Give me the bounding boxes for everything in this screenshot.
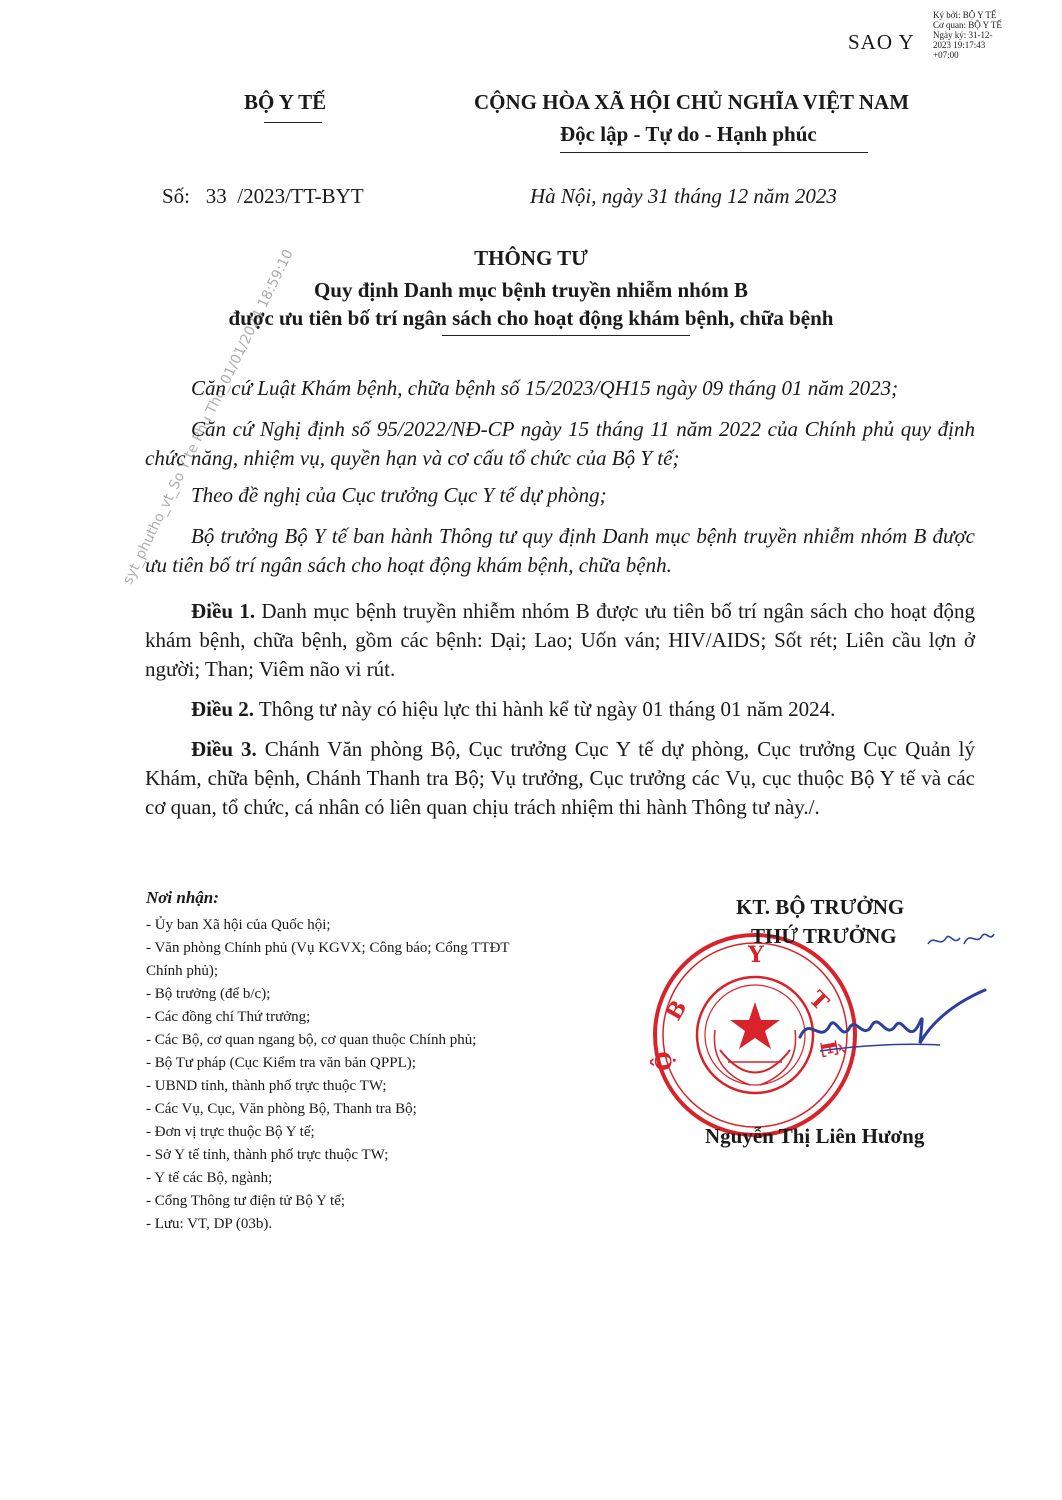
legal-basis-2: Căn cứ Nghị định số 95/2022/NĐ-CP ngày 15 tháng 11 năm 2022 của Chính phủ quy định chức năng, nhiệm vụ, quyền hạn và cơ cấu tổ chức của Bộ Y tế; [145,417,975,470]
recipients-list [146,914,646,1236]
document-title-line-2: được ưu tiên bố trí ngân sách cho hoạt động khám bệnh, chữa bệnh [228,306,834,330]
divider [442,335,690,336]
digital-signature-line: +07:00 [933,50,959,60]
list-item: - Văn phòng Chính phủ (Vụ KGVX; Công báo; Cổng TTĐT [146,940,510,956]
signer-name: Nguyễn Thị Liên Hương [705,1124,925,1148]
article-text: Chánh Văn phòng Bộ, Cục trưởng Cục Y tế dự phòng, Cục trưởng Cục Quản lý Khám, chữa bệnh, Chánh Thanh tra Bộ; Vụ trưởng, Cục trưởng các Vụ, cục thuộc Bộ Y tế và các cơ quan, tổ chức, cá nhân có liên quan chịu trách nhiệm thi hành Thông tư này./. [145,737,975,819]
document-number-prefix: Số: [162,184,191,208]
list-item: - Các Bộ, cơ quan ngang bộ, cơ quan thuộc Chính phủ; [146,1032,477,1048]
document-number-suffix: /2023/TT-BYT [237,184,364,208]
handwritten-signature-icon [790,985,990,1065]
article-1 [145,597,975,684]
list-item: - UBND tỉnh, thành phố trực thuộc TW; [146,1078,387,1094]
article-label: Điều 2. [191,697,254,721]
digital-signature-line: 2023 19:17:43 [933,40,986,50]
digital-signature-line: Cơ quan: BỘ Y TẾ [933,20,1002,30]
divider [560,152,868,153]
receipt-watermark: syt_phutho_vt_So Y te Phu Tho_01/01/2024 18:59:10 [120,246,297,588]
divider [264,122,322,123]
legal-basis-4: Bộ trưởng Bộ Y tế ban hành Thông tư quy định Danh mục bệnh truyền nhiễm nhóm B được ưu tiên bố trí ngân sách cho hoạt động khám bệnh, chữa bệnh. [145,524,975,577]
country-name: CỘNG HÒA XÃ HỘI CHỦ NGHĨA VIỆT NAM [474,90,910,114]
svg-text:B: B [660,995,693,1025]
document-number-value: 33 [205,184,227,208]
list-item: - Sở Y tế tỉnh, thành phố trực thuộc TW; [146,1147,389,1163]
document-title-line-1: Quy định Danh mục bệnh truyền nhiễm nhóm B [313,278,749,302]
document-number [162,184,364,209]
legal-basis-1: Căn cứ Luật Khám bệnh, chữa bệnh số 15/2023/QH15 ngày 09 tháng 01 năm 2023; [191,376,899,400]
svg-text:Ộ: Ộ [650,1050,678,1072]
digital-signature-info [933,10,1043,60]
list-item: - Các Vụ, Cục, Văn phòng Bộ, Thanh tra Bộ; [146,1101,417,1117]
list-item: - Ủy ban Xã hội của Quốc hội; [146,917,331,933]
digital-signature-line: Ký bởi: BỘ Y TẾ [933,10,997,20]
list-item: - Bộ Tư pháp (Cục Kiểm tra văn bản QPPL); [146,1055,416,1071]
list-item: Chính phủ); [146,963,219,979]
article-text: Thông tư này có hiệu lực thi hành kể từ ngày 01 tháng 01 năm 2024. [254,697,836,721]
national-motto: Độc lập - Tự do - Hạnh phúc [560,122,817,146]
copy-label: SAO Y [848,30,915,54]
signer-title: THỨ TRƯỞNG [751,924,897,948]
initials-icon [926,924,996,954]
legal-basis-3: Theo đề nghị của Cục trưởng Cục Y tế dự phòng; [191,483,607,507]
document-type: THÔNG TƯ [474,246,588,270]
list-item: - Các đồng chí Thứ trưởng; [146,1009,311,1025]
list-item: - Y tế các Bộ, ngành; [146,1170,273,1186]
svg-text:Ế: Ế [814,1038,843,1060]
place-and-date: Hà Nội, ngày 31 tháng 12 năm 2023 [530,184,837,208]
article-2 [145,695,975,724]
list-item: - Bộ trưởng (để b/c); [146,986,271,1002]
recipients-title: Nơi nhận: [146,888,219,907]
list-item: - Lưu: VT, DP (03b). [146,1216,273,1232]
list-item: - Đơn vị trực thuộc Bộ Y tế; [146,1124,315,1140]
svg-text:T: T [803,985,834,1016]
digital-signature-line: Ngày ký: 31-12- [933,30,993,40]
list-item: - Cổng Thông tư điện tử Bộ Y tế; [146,1193,346,1209]
svg-text:Y: Y [748,942,764,968]
article-text: Danh mục bệnh truyền nhiễm nhóm B được ưu tiên bố trí ngân sách cho hoạt động khám bệnh, chữa bệnh, gồm các bệnh: Dại; Lao; Uốn ván; HIV/AIDS; Sốt rét; Liên cầu lợn ở người; Than; Viêm não vi rút. [145,599,975,681]
article-label: Điều 3. [191,737,257,761]
article-3 [145,735,975,822]
article-label: Điều 1. [191,599,256,623]
issuing-ministry: BỘ Y TẾ [244,90,327,114]
signer-role: KT. BỘ TRƯỞNG [736,895,905,919]
